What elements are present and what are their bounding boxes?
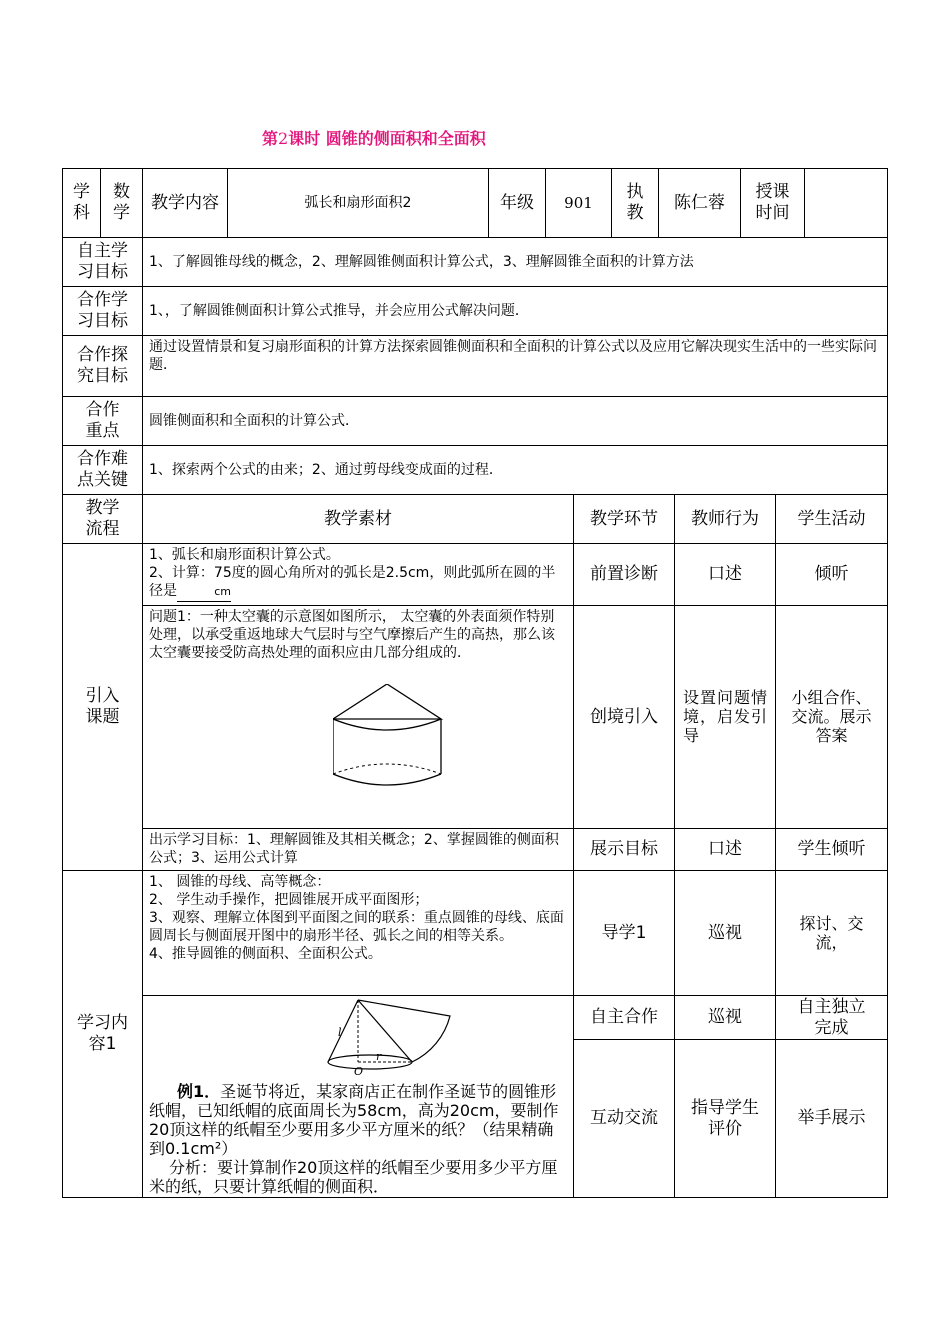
material-header: 教学素材 bbox=[142, 494, 574, 544]
teacher-header: 教师行为 bbox=[674, 494, 776, 544]
intro-material-3: 出示学习目标：1、理解圆锥及其相关概念；2、掌握圆锥的侧面积公式；3、运用公式计算 bbox=[142, 828, 574, 871]
goal-label-3: 合作探究目标 bbox=[62, 335, 143, 397]
intro-label: 引入课题 bbox=[62, 543, 143, 871]
study-material-1: 1、 圆锥的母线、高等概念： 2、 学生动手操作，把圆锥展开成平面图形； 3、观察、理解立体图到平面图之间的联系：重点圆锥的母线、底面圆周长与侧面展开图中的扇形半径、弧长之间的相等关系。 4、推导圆锥的侧面积、全面积公式。 bbox=[142, 870, 574, 996]
intro-student-1: 倾听 bbox=[775, 543, 888, 606]
label-l: l bbox=[338, 1026, 342, 1039]
grade-value: 901 bbox=[545, 168, 612, 238]
study-teacher-1: 巡视 bbox=[674, 870, 776, 996]
stage-header: 教学环节 bbox=[573, 494, 675, 544]
study-stage-1: 导学1 bbox=[573, 870, 675, 996]
cone-unfold-figure bbox=[318, 998, 458, 1078]
teacher-value: 陈仁蓉 bbox=[658, 168, 741, 238]
intro-stage-1: 前置诊断 bbox=[573, 543, 675, 606]
intro-material-2: 问题1：一种太空囊的示意图如图所示， 太空囊的外表面须作特别处理，以承受重返地球大气层时与空气摩擦后产生的高热，那么该太空囊要接受防高热处理的面积应由几部分组成的． bbox=[142, 605, 574, 829]
intro-stage-3: 展示目标 bbox=[573, 828, 675, 871]
intro-material-1: 1、弧长和扇形面积计算公式。 2、计算：75度的圆心角所对的弧长是2.5cm，则此弧所在圆的半径是 cm bbox=[142, 543, 574, 606]
study-student-1: 探讨、交流， bbox=[775, 870, 888, 996]
intro-stage-2: 创境引入 bbox=[573, 605, 675, 829]
label-o: O bbox=[354, 1065, 364, 1078]
study-stage-2: 自主合作 bbox=[573, 995, 675, 1040]
goal-label-4: 合作重点 bbox=[62, 396, 143, 446]
grade-label: 年级 bbox=[488, 168, 546, 238]
content-value: 弧长和扇形面积2 bbox=[227, 168, 489, 238]
goal-label-2: 合作学习目标 bbox=[62, 286, 143, 336]
study-label: 学习内容1 bbox=[62, 870, 143, 1198]
study-teacher-3: 指导学生评价 bbox=[674, 1039, 776, 1198]
subject-value: 数学 bbox=[100, 168, 143, 238]
study-student-2: 自主独立完成 bbox=[775, 995, 888, 1040]
study-teacher-2: 巡视 bbox=[674, 995, 776, 1040]
goal-text-4: 圆锥侧面积和全面积的计算公式． bbox=[142, 396, 888, 446]
example-text: 圣诞节将近，某家商店正在制作圣诞节的圆锥形纸帽，已知纸帽的底面周长为58cm，高为20cm，要制作20顶这样的纸帽至少要用多少平方厘米的纸？（结果精确到0.1cm²） bbox=[149, 1082, 559, 1158]
content-label: 教学内容 bbox=[142, 168, 228, 238]
intro-teacher-1: 口述 bbox=[674, 543, 776, 606]
intro-student-2: 小组合作、交流。展示答案 bbox=[775, 605, 888, 829]
goal-text-2: 1、，了解圆锥侧面积计算公式推导，并会应用公式解决问题． bbox=[142, 286, 888, 336]
goal-text-5: 1、探索两个公式的由来；2、通过剪母线变成面的过程． bbox=[142, 445, 888, 495]
goal-label-5: 合作难点关键 bbox=[62, 445, 143, 495]
goal-text-1: 1、了解圆锥母线的概念，2、理解圆锥侧面积计算公式，3、理解圆锥全面积的计算方法 bbox=[142, 237, 888, 287]
example-heading: 例1． bbox=[177, 1082, 221, 1101]
flow-label: 教学流程 bbox=[62, 494, 143, 544]
subject-label: 学科 bbox=[62, 168, 101, 238]
goal-text-3: 通过设置情景和复习扇形面积的计算方法探索圆锥侧面积和全面积的计算公式以及应用它解决现实生活中的一些实际问题． bbox=[142, 335, 888, 397]
study-student-3: 举手展示 bbox=[775, 1039, 888, 1198]
time-label: 授课时间 bbox=[740, 168, 805, 238]
intro-student-3: 学生倾听 bbox=[775, 828, 888, 871]
study-stage-3: 互动交流 bbox=[573, 1039, 675, 1198]
teacher-label: 执教 bbox=[611, 168, 659, 238]
page-title: 第2课时 圆锥的侧面积和全面积 bbox=[262, 129, 486, 148]
capsule-figure bbox=[333, 684, 483, 794]
example-analysis: 分析：要计算制作20顶这样的纸帽至少要用多少平方厘米的纸，只要计算纸帽的侧面积． bbox=[149, 1158, 558, 1196]
intro-teacher-3: 口述 bbox=[674, 828, 776, 871]
goal-label-1: 自主学习目标 bbox=[62, 237, 143, 287]
study-material-2 bbox=[142, 995, 574, 1198]
student-header: 学生活动 bbox=[775, 494, 888, 544]
intro-teacher-2: 设置问题情境，启发引导 bbox=[674, 605, 776, 829]
label-r: r bbox=[376, 1050, 382, 1063]
time-value bbox=[804, 168, 888, 238]
